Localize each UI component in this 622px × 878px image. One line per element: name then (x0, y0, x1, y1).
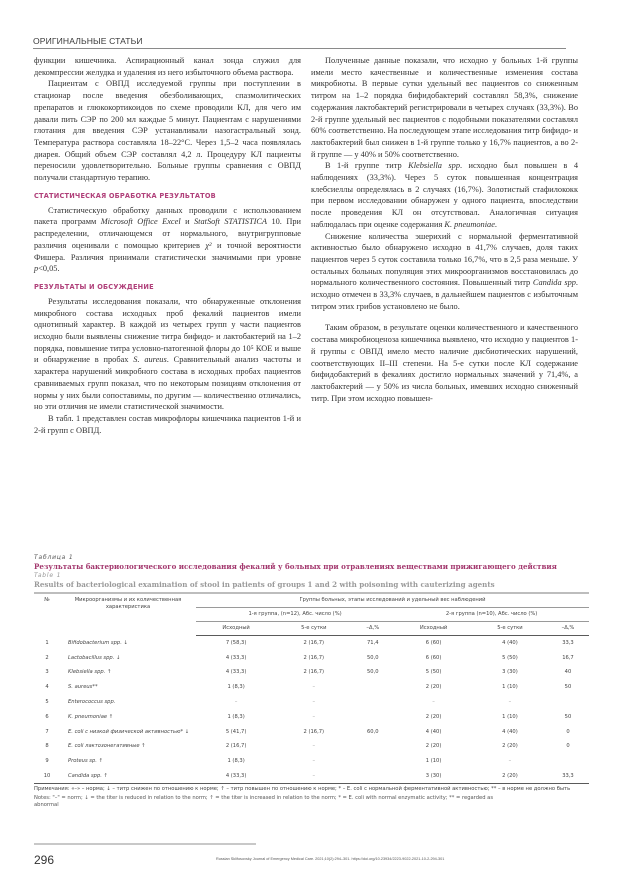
cell-g1i: 5 (41,7) (225, 728, 247, 735)
text: 10. При распределении, отличающемся от нормального, внутригрупповые различия оценивали с помощью критериев (34, 217, 301, 250)
cell-n: 3 (45, 669, 49, 676)
species-name: Candida spp (532, 278, 576, 288)
cell-name: E. coli с низкой физической активностью* ↓ (68, 728, 190, 735)
table-title-en: Results of bacteriological examination of stool in patients of groups 1 and 2 with poisoning with cauterizing agents (34, 580, 495, 589)
paragraph-statistics (34, 205, 301, 275)
cell-g2i: 1 (10) (425, 758, 442, 765)
left-column (34, 55, 301, 436)
page-number: 296 (34, 853, 55, 867)
cell-g2i: 2 (20) (425, 684, 442, 691)
cell-g1delta (351, 739, 394, 754)
header-groups: Группы больных, этапы исследований и удельный вес наблюдений (196, 593, 589, 608)
paragraph: функции кишечника. Аспирационный канал зонда служил для декомпрессии желудка и удаления из него избыточного объема раствора. (34, 56, 301, 77)
p-symbol: p (34, 264, 39, 274)
text: <0,05. (38, 264, 60, 274)
table-title-ru: Результаты бактериологического исследования фекалий у больных при отравлениях веществами прижигающего действия (34, 562, 557, 571)
cell-n: 4 (45, 684, 49, 691)
cell-g1i: – (234, 699, 238, 706)
table-label-ru: Таблица 1 (34, 554, 74, 561)
cell-g1delta (351, 754, 394, 769)
table-row (34, 754, 589, 769)
cell-g1d: 2 (16,7) (303, 728, 325, 735)
cell-name: S. aureus** (68, 684, 98, 691)
cell-g2i: – (432, 699, 435, 706)
cell-g2i: 3 (30) (394, 769, 473, 784)
text: . (494, 219, 497, 229)
software-name: Microsoft Office Excel (100, 217, 181, 227)
cell-name: Bifidobacterium spp. ↓ (68, 639, 128, 646)
cell-g2d: 4 (40) (502, 728, 518, 735)
cell-g1d: – (312, 758, 316, 765)
cell-n: 9 (45, 758, 49, 765)
cell-g2delta: 16,7 (562, 654, 574, 661)
table-row (34, 665, 589, 680)
table-body (34, 636, 589, 784)
cell-g2i: 6 (60) (425, 654, 442, 661)
cell-g2d: 1 (10) (502, 684, 518, 691)
cell-g1d: 2 (16,7) (303, 640, 325, 647)
cell-n: 6 (45, 713, 49, 720)
species-name: K. pneumoniae (444, 219, 495, 229)
cell-name: Candida spp. ↑ (60, 769, 196, 784)
section-heading-statistics: СТАТИСТИЧЕСКАЯ ОБРАБОТКА РЕЗУЛЬТАТОВ (34, 191, 216, 200)
table-row (34, 724, 589, 739)
cell-g1i: 1 (8,3) (227, 758, 245, 765)
cell-g2d: 4 (40) (502, 640, 518, 647)
cell-g1d: – (312, 743, 316, 750)
table-row (34, 709, 589, 724)
cell-g1i: 1 (8,3) (227, 713, 245, 720)
cell-g2d: 3 (30) (502, 669, 518, 676)
cell-g1i: 4 (33,3) (196, 769, 276, 784)
cell-g2delta: 33,3 (562, 640, 574, 647)
right-column (311, 55, 578, 404)
cell-g2i: 2 (20) (425, 713, 442, 720)
table-notes-en: Notes: "–" = norm; ↓ = the titer is reduced in relation to the norm; ↑ = the titer is increased in relation to the norm; * = E. coli with normal enzymatic activity; ** = regarded as abnormal (34, 795, 494, 809)
table-row (34, 769, 589, 784)
table-notes-ru: Примечания: «–» – норма; ↓ – титр снижен по отношению к норме; ↑ – титр повышен по отношению к норме; * – E. coli с нормальной ферментативной активностью; ** – в норме не должно быть (34, 785, 571, 792)
table-row (34, 650, 589, 665)
cell-g2d: 2 (20) (502, 743, 518, 750)
cell-n: 1 (45, 639, 49, 646)
paragraph-ecoli (311, 231, 578, 313)
chi-square-symbol: χ² (205, 240, 212, 250)
cell-n: 5 (45, 699, 49, 706)
cell-name: Lactobacillus spp. ↓ (68, 654, 121, 661)
header-g1-delta: –Δ,% (351, 622, 394, 636)
cell-g2i: 5 (50) (425, 669, 442, 676)
cell-g1d: – (312, 684, 316, 691)
paragraph-results (34, 296, 301, 413)
header-group1: 1-я группа, (n=12), Абс. число (%) (196, 608, 394, 622)
cell-g1delta (351, 709, 394, 724)
header-g2-initial: Исходный (394, 622, 473, 636)
cell-g1d: 2 (16,7) (303, 669, 325, 676)
running-head: ОРИГИНАЛЬНЫЕ СТАТЬИ (33, 36, 566, 49)
header-g2-delta: –Δ,% (547, 622, 589, 636)
cell-g1i: 4 (33,3) (225, 654, 247, 661)
cell-g2i: 6 (60) (425, 640, 442, 647)
table-row (34, 680, 589, 695)
header-microorganisms: Микроорганизмы и их количественная характеристика (60, 593, 196, 636)
cell-g1delta (351, 769, 394, 784)
cell-g2d: – (508, 758, 512, 765)
table-1 (34, 554, 589, 810)
cell-name: Enterococcus spp. (68, 699, 116, 706)
text: Снижение количества эшерихий с нормальной ферментативной активностью было обнаружено исходно в 41,7% случаев, доля таких пациентов через 5 суток составила только 16,7%, что в 2,5 раза меньше. У остальных больных популяция этих микроорганизмов восстановилась до нормального количественного состояния. Повышенный титр (311, 231, 578, 288)
header-g2-day5: 5-е сутки (473, 622, 547, 636)
cell-g1delta: 71,4 (367, 640, 379, 647)
cell-name: K. pneumoniae ↑ (68, 713, 114, 720)
cell-g1i: 2 (16,7) (225, 743, 247, 750)
cell-g1d: – (312, 699, 316, 706)
table-row (34, 739, 589, 754)
software-name: StatSoft STATISTICA (193, 217, 268, 227)
paragraph: Полученные данные показали, что исходно у больных 1-й группы имели место качественные и количественные изменения состава микробиоты. В первые сутки удельный вес пациентов со сниженным титром на 1–2 порядка бифидобактерий составлял 58,3%, снижение содержания лактобактерий регистрировали в четырех случаях (33,3%). Во 2-й группе удельный вес пациентов с подобными показателями составлял 60% соответственно. На последующем этапе исследования титр бифидо- и лактобактерий был снижен в 1-й группе только у 16,7% пациентов, а во 2-й группе — у 40% и 50% соответственно. (311, 56, 578, 159)
header-g1-day5: 5-е сутки (276, 622, 351, 636)
cell-g2delta: 50 (564, 713, 572, 720)
cell-g1delta: 60,0 (367, 728, 379, 735)
section-heading-results: РЕЗУЛЬТАТЫ И ОБСУЖДЕНИЕ (34, 282, 154, 291)
cell-name: E. coli лактозонегативные ↑ (68, 743, 146, 750)
footer-citation: Russian Sklifosovsky Journal of Emergency Medical Care. 2021;10(2):294–301. https://doi.org/10.23934/2223-9022-2021-10-2-294-301 (216, 857, 445, 861)
cell-g2delta (547, 695, 589, 710)
paragraph-klebsiella (311, 160, 578, 230)
cell-g1i: 7 (58,3) (225, 640, 247, 647)
cell-g1i: 4 (33,3) (225, 669, 247, 676)
table-label-en: Table 1 (34, 572, 62, 579)
cell-n: 10 (34, 769, 60, 784)
cell-g2d: 2 (20) (473, 769, 547, 784)
paragraph: Пациентам с ОВПД исследуемой группы при поступлении в стационар после введения обезболивающих, спазмолитических препаратов и глюкокортикоидов по схеме проводили КЛ, для чего им давали пить СЭР по 200 мл каждые 5 минут. Пациентам с нарушениями глотания для введения СЭР устанавливали назогастральный зонд. Температура раствора составляла 18–22°C. Через 1,5–2 часа появлялась диарея. Общий объем СЭР составлял 4,2 л. Процедуру КЛ пациенты переносили удовлетворительно. Больные группы сравнения с ОВПД получали стандартную терапию. (34, 79, 301, 183)
cell-g2d: – (508, 699, 512, 706)
header-num: № (34, 593, 60, 636)
cell-g2delta: 0 (566, 728, 570, 735)
text: и (180, 217, 194, 227)
cell-g2d: 5 (50) (502, 654, 518, 661)
species-name: Klebsiella spp (408, 161, 461, 171)
cell-g2delta: 33,3 (547, 769, 589, 784)
cell-g1delta: 50,0 (367, 669, 379, 676)
species-name: S. aureus (133, 355, 167, 365)
cell-g2i: 4 (40) (425, 728, 442, 735)
results-table (34, 592, 589, 784)
text: . исходно отмечен в 33,3% случаев, в дальнейшем пациентов с избыточным титром этих грибов установлено не было. (311, 278, 579, 311)
text: Статистическую обработку данных проводили с использованием пакета программ (34, 205, 301, 227)
header-g1-initial: Исходный (196, 622, 276, 636)
table-row (34, 636, 589, 651)
cell-name: Klebsiella spp. ↑ (68, 669, 112, 676)
text: . исходно был повышен в 4 наблюдениях (33,3%). Через 5 суток повышенная концентрация клебсиеллы определялась в 2 случаях (16,7%). Золотистый стафилококк при первом исследовании обнаружен у одного пациента, впоследствии после проведения КЛ он отсутствовал. Аналогичная ситуация наблюдалась при оценке содержания (311, 161, 578, 229)
cell-n: 8 (45, 743, 49, 750)
cell-g1d: – (312, 713, 316, 720)
cell-name: Proteus sp. ↑ (68, 758, 103, 765)
header-group2: 2-я группа (n=10), Абс. число (%) (394, 608, 589, 622)
cell-n: 2 (45, 654, 49, 661)
cell-g1d: – (276, 769, 351, 784)
cell-g1i: 1 (8,3) (227, 684, 245, 691)
cell-g1delta (351, 695, 394, 710)
cell-g2d: 1 (10) (502, 713, 518, 720)
cell-n: 7 (45, 728, 49, 735)
cell-g1delta (351, 680, 394, 695)
cell-g1d: 2 (16,7) (303, 654, 325, 661)
footer-divider (34, 843, 256, 845)
text: и точной вероятности Фишера. Различия принимали статистически значимыми при уровне (34, 240, 302, 262)
text: . Сравнительный анализ частоты и характера нарушений микробного состава в исходных пробах пациентов сравниваемых групп показал, что по некоторым позициям отклонения от нормы у них были сопоставимы, по другим — количественно отличались, но эти отличия не имели статистической значимости. (34, 355, 301, 412)
cell-g2delta: 50 (564, 684, 572, 691)
cell-g1delta: 50,0 (367, 654, 379, 661)
paragraph-conclusion: Таким образом, в результате оценки количественного и качественного состава микробиоценоза кишечника выявлено, что исходно у пациентов 1-й группы с ОВПД имело место наличие дисбиотических нарушений, соответствующих II–III степени. На 5-е сутки после КЛ содержание бифидобактерий в фекалиях достигло нормальных значений у 71,4%, а лактобактерий — у 50% из числа больных, имевших исходно сниженный титр. При этом исходно повышен- (311, 323, 578, 403)
cell-g2i: 2 (20) (425, 743, 442, 750)
text: В 1-й группе титр (325, 161, 409, 171)
cell-g2delta: 40 (564, 669, 572, 676)
text: Результаты исследования показали, что обнаруженные отклонения микробного состава исходных проб фекалий пациентов имели однотипный характер. В каждой из четырех групп у части пациентов исходно были выявлены снижение титра бифидо- и лактобактерий на 1–2 порядка, повышение титра условно-патогенной флоры до 10⁵ КОЕ и выше и обнаружение в пробах (34, 296, 301, 365)
cell-g2delta (547, 754, 589, 769)
paragraph: В табл. 1 представлен состав микрофлоры кишечника пациентов 1-й и 2-й групп с ОВПД. (34, 413, 301, 435)
cell-g2delta: 0 (566, 743, 570, 750)
table-row (34, 695, 589, 710)
